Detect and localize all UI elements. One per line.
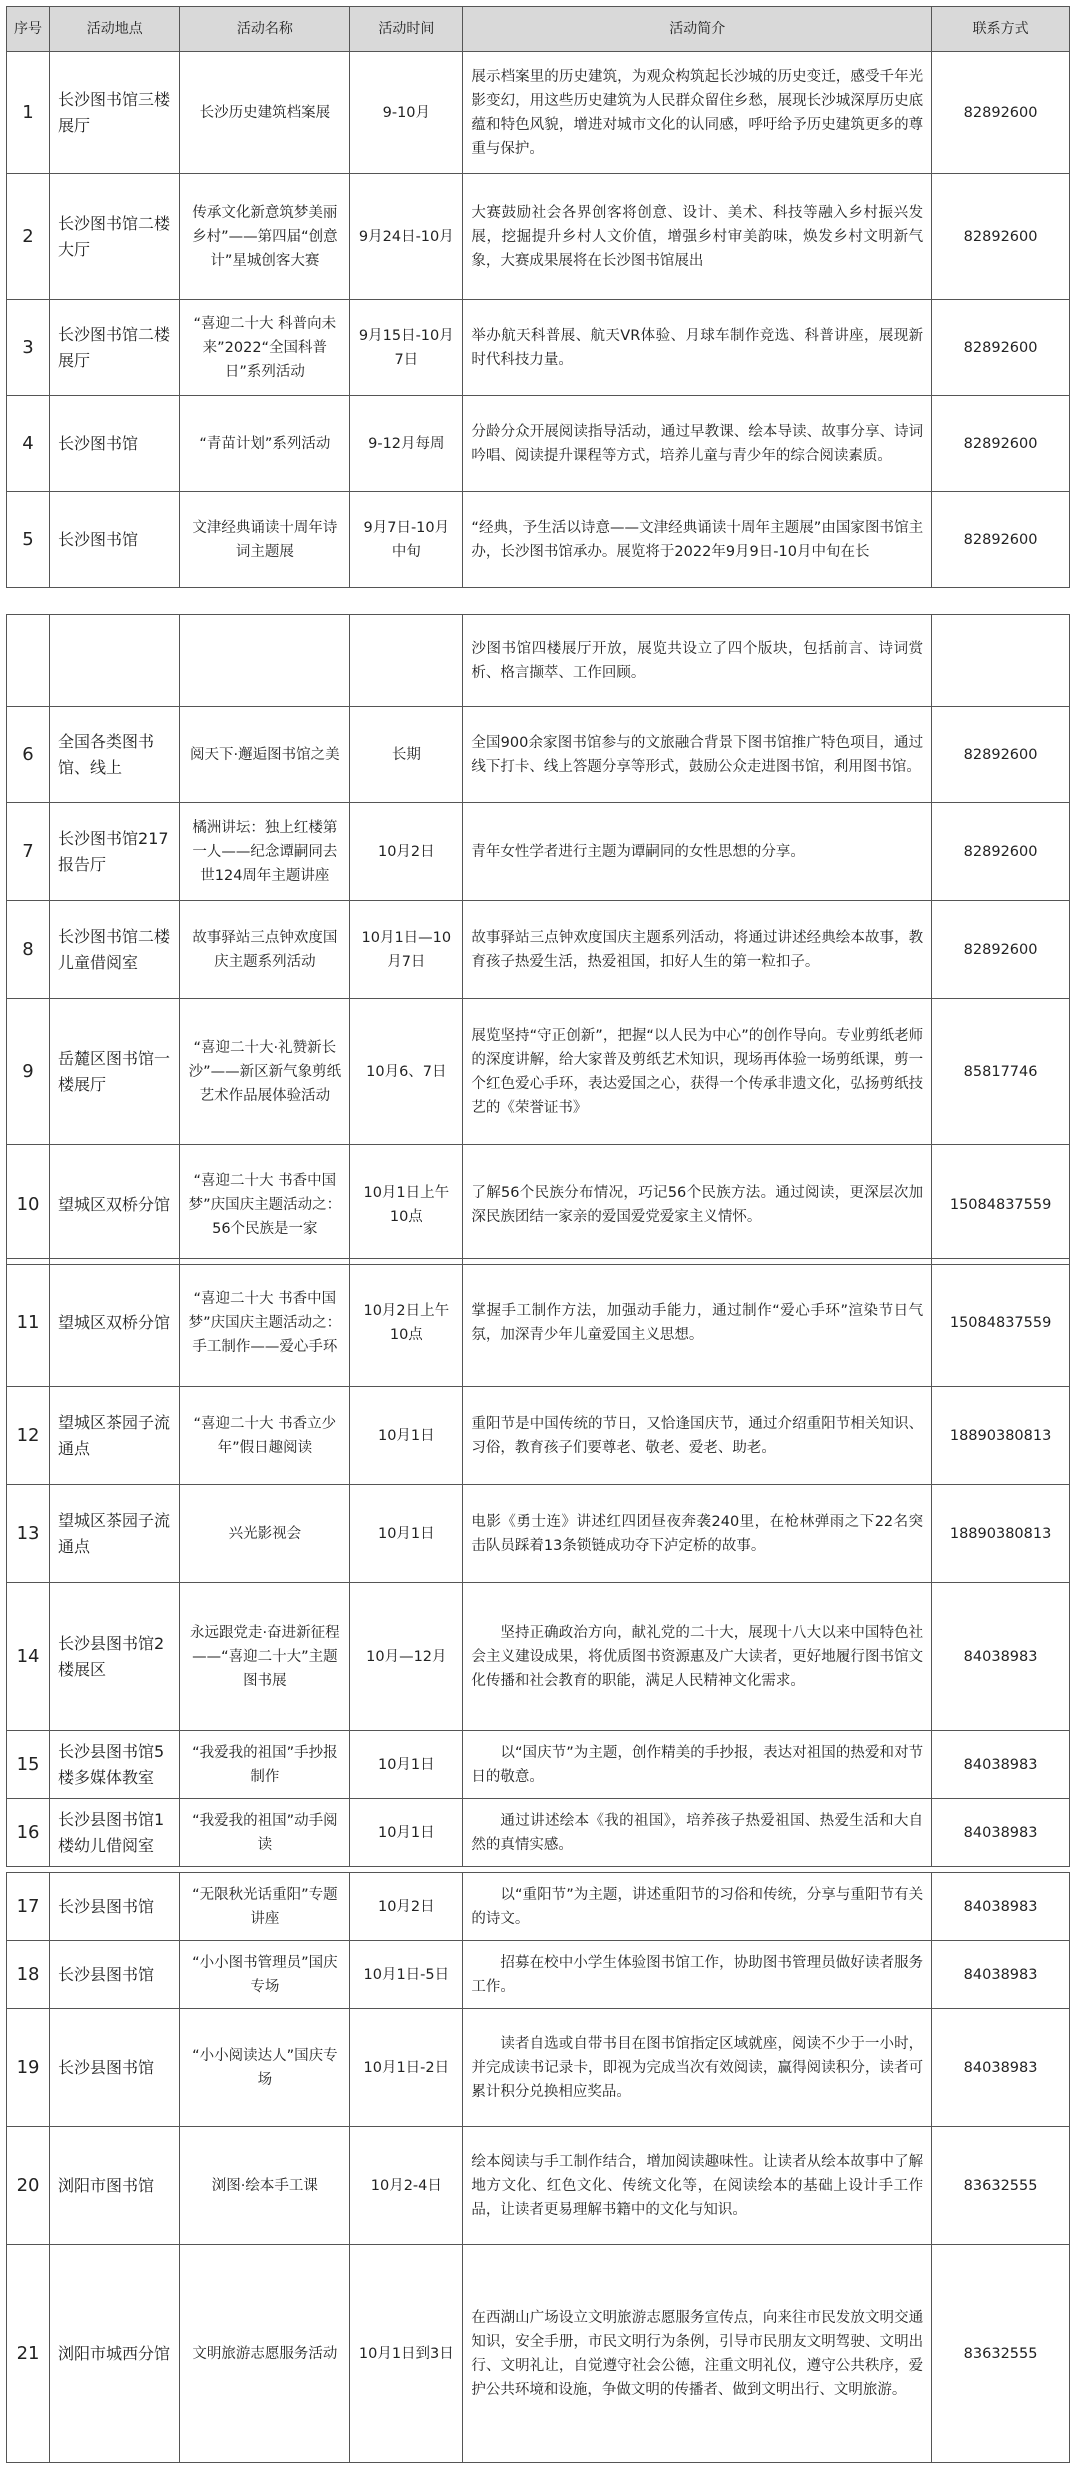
table-row: [7, 396, 1070, 492]
cell-location: 长沙县图书馆1楼幼儿借阅室: [50, 1799, 180, 1867]
table-row: [7, 1941, 1070, 2009]
cell-no: 19: [7, 2009, 50, 2127]
cell-name: 阅天下·邂逅图书馆之美: [180, 707, 350, 803]
cell-time: 10月1日—10月7日: [350, 901, 463, 999]
cell-contact: 84038983: [932, 1941, 1070, 2009]
cell-time: 10月1日: [350, 1485, 463, 1583]
cell-time: 10月1日: [350, 1387, 463, 1485]
table-row: [7, 707, 1070, 803]
cell-location: 长沙图书馆: [50, 396, 180, 492]
cell-name: “小小图书管理员”国庆专场: [180, 1941, 350, 2009]
cell-name: “我爱我的祖国”动手阅读: [180, 1799, 350, 1867]
cell-desc: 了解56个民族分布情况，巧记56个民族方法。通过阅读，更深层次加深民族团结一家亲的爱国爱党爱家主义情怀。: [463, 1145, 932, 1265]
cell-no: 1: [7, 52, 50, 174]
cell-contact: 18890380813: [932, 1387, 1070, 1485]
cell-name: 长沙历史建筑档案展: [180, 52, 350, 174]
cell-contact: 84038983: [932, 1583, 1070, 1731]
cell-desc: 掌握手工制作方法，加强动手能力，通过制作“爱心手环”渲染节日气氛，加深青少年儿童爱国主义思想。: [463, 1259, 932, 1387]
cell-contact: 82892600: [932, 52, 1070, 174]
cell-location: 长沙图书馆三楼展厅: [50, 52, 180, 174]
table-row: [7, 1485, 1070, 1583]
cell-time: 长期: [350, 707, 463, 803]
cell-contact: 82892600: [932, 803, 1070, 901]
cell-name: 橘洲讲坛：独上红楼第一人——纪念谭嗣同去世124周年主题讲座: [180, 803, 350, 901]
cell-contact: 82892600: [932, 174, 1070, 300]
cell-name: “喜迎二十大 书香立少年”假日趣阅读: [180, 1387, 350, 1485]
cell-name: 故事驿站三点钟欢度国庆主题系列活动: [180, 901, 350, 999]
cell-name: “喜迎二十大 书香中国梦”庆国庆主题活动之：56个民族是一家: [180, 1145, 350, 1265]
cell-time: 10月1日: [350, 1731, 463, 1799]
cell-time: 10月1日-5日: [350, 1941, 463, 2009]
cell-contact: 84038983: [932, 2009, 1070, 2127]
cell-location: 长沙县图书馆: [50, 2009, 180, 2127]
table-row: [7, 1799, 1070, 1867]
cell-name: “青苗计划”系列活动: [180, 396, 350, 492]
cell-contact: 18890380813: [932, 1485, 1070, 1583]
cell-no: 10: [7, 1145, 50, 1265]
activity-table-part-1: [6, 6, 1070, 588]
activity-table-part-3: [6, 1258, 1070, 1867]
table-row: [7, 492, 1070, 588]
cell-name: [180, 615, 350, 707]
cell-time: 10月2日: [350, 1873, 463, 1941]
cell-time: 10月2日: [350, 803, 463, 901]
cell-location: 浏阳市城西分馆: [50, 2245, 180, 2463]
cell-location: 长沙图书馆二楼大厅: [50, 174, 180, 300]
cell-no: 18: [7, 1941, 50, 2009]
cell-desc: “经典，予生活以诗意——文津经典诵读十周年主题展”由国家图书馆主办，长沙图书馆承办。展览将于2022年9月9日-10月中旬在长: [463, 492, 932, 588]
cell-desc: 沙图书馆四楼展厅开放，展览共设立了四个版块，包括前言、诗词赏析、格言撷萃、工作回顾。: [463, 615, 932, 707]
cell-name: “我爱我的祖国”手抄报制作: [180, 1731, 350, 1799]
cell-desc: 青年女性学者进行主题为谭嗣同的女性思想的分享。: [463, 803, 932, 901]
header-contact: 联系方式: [932, 7, 1070, 52]
cell-contact: 85817746: [932, 999, 1070, 1145]
table-header-row: [7, 7, 1070, 52]
cell-desc: 以“重阳节”为主题，讲述重阳节的习俗和传统，分享与重阳节有关的诗文。: [463, 1873, 932, 1941]
cell-name: 文津经典诵读十周年诗词主题展: [180, 492, 350, 588]
cell-name: 浏图·绘本手工课: [180, 2127, 350, 2245]
cell-location: 长沙县图书馆: [50, 1873, 180, 1941]
cell-desc: 读者自选或自带书目在图书馆指定区域就座，阅读不少于一小时，并完成读书记录卡，即视为完成当次有效阅读，赢得阅读积分，读者可累计积分兑换相应奖品。: [463, 2009, 932, 2127]
cell-contact: [932, 615, 1070, 707]
cell-no: 6: [7, 707, 50, 803]
cell-location: [50, 615, 180, 707]
cell-contact: 84038983: [932, 1799, 1070, 1867]
cell-time: 9-12月每周: [350, 396, 463, 492]
cell-desc: 故事驿站三点钟欢度国庆主题系列活动，将通过讲述经典绘本故事，教育孩子热爱生活，热爱祖国，扣好人生的第一粒扣子。: [463, 901, 932, 999]
cell-contact: 82892600: [932, 707, 1070, 803]
cell-no: 21: [7, 2245, 50, 2463]
cell-time: 9月15日-10月7日: [350, 300, 463, 396]
table-row: [7, 901, 1070, 999]
cell-time: 10月1日到3日: [350, 2245, 463, 2463]
cell-time: 9月24日-10月: [350, 174, 463, 300]
header-desc: 活动简介: [463, 7, 932, 52]
cell-name: “无限秋光话重阳”专题讲座: [180, 1873, 350, 1941]
cell-name: 传承文化新意筑梦美丽乡村”——第四届“创意计”星城创客大赛: [180, 174, 350, 300]
cell-no: 9: [7, 999, 50, 1145]
cell-location: 长沙县图书馆5楼多媒体教室: [50, 1731, 180, 1799]
table-row: [7, 803, 1070, 901]
cell-desc: 举办航天科普展、航天VR体验、月球车制作竞选、科普讲座，展现新时代科技力量。: [463, 300, 932, 396]
cell-time: 10月1日: [350, 1799, 463, 1867]
cell-no: 14: [7, 1583, 50, 1731]
table-row: [7, 1259, 1070, 1387]
cell-location: 望城区茶园子流通点: [50, 1387, 180, 1485]
cell-location: 长沙县图书馆: [50, 1941, 180, 2009]
cell-no: 13: [7, 1485, 50, 1583]
cell-desc: 电影《勇士连》讲述红四团昼夜奔袭240里，在枪林弹雨之下22名突击队员踩着13条锁链成功夺下泸定桥的故事。: [463, 1485, 932, 1583]
cell-location: 浏阳市图书馆: [50, 2127, 180, 2245]
cell-desc: 展览坚持“守正创新”，把握“以人民为中心”的创作导向。专业剪纸老师的深度讲解，给大家普及剪纸艺术知识，现场再体验一场剪纸课，剪一个红色爱心手环，表达爱国之心，获得一个传承非遗文化，弘扬剪纸技艺的《荣誉证书》: [463, 999, 932, 1145]
cell-time: 10月6、7日: [350, 999, 463, 1145]
table-row: [7, 1731, 1070, 1799]
table-row: [7, 2009, 1070, 2127]
header-location: 活动地点: [50, 7, 180, 52]
cell-time: 10月1日上午10点: [350, 1145, 463, 1265]
cell-no: 8: [7, 901, 50, 999]
cell-contact: 83632555: [932, 2127, 1070, 2245]
cell-location: 全国各类图书馆、线上: [50, 707, 180, 803]
cell-contact: 84038983: [932, 1873, 1070, 1941]
header-no: 序号: [7, 7, 50, 52]
cell-location: 长沙图书馆217报告厅: [50, 803, 180, 901]
cell-location: 望城区双桥分馆: [50, 1259, 180, 1387]
cell-no: 11: [7, 1259, 50, 1387]
cell-location: 长沙县图书馆2楼展区: [50, 1583, 180, 1731]
cell-desc: 绘本阅读与手工制作结合，增加阅读趣味性。让读者从绘本故事中了解地方文化、红色文化、传统文化等，在阅读绘本的基础上设计手工作品，让读者更易理解书籍中的文化与知识。: [463, 2127, 932, 2245]
cell-name: “小小阅读达人”国庆专场: [180, 2009, 350, 2127]
cell-desc: 坚持正确政治方向，献礼党的二十大，展现十八大以来中国特色社会主义建设成果，将优质图书资源惠及广大读者，更好地履行图书馆文化传播和社会教育的职能，满足人民精神文化需求。: [463, 1583, 932, 1731]
cell-contact: 82892600: [932, 300, 1070, 396]
cell-no: 4: [7, 396, 50, 492]
cell-name: “喜迎二十大·礼赞新长沙”——新区新气象剪纸艺术作品展体验活动: [180, 999, 350, 1145]
cell-contact: 82892600: [932, 901, 1070, 999]
cell-location: 岳麓区图书馆一楼展厅: [50, 999, 180, 1145]
cell-time: 9-10月: [350, 52, 463, 174]
cell-time: 10月1日-2日: [350, 2009, 463, 2127]
cell-desc: 重阳节是中国传统的节日，又恰逢国庆节，通过介绍重阳节相关知识、习俗，教育孩子们要尊老、敬老、爱老、助老。: [463, 1387, 932, 1485]
table-row: [7, 52, 1070, 174]
cell-no: 15: [7, 1731, 50, 1799]
cell-desc: 分龄分众开展阅读指导活动，通过早教课、绘本导读、故事分享、诗词吟唱、阅读提升课程等方式，培养儿童与青少年的综合阅读素质。: [463, 396, 932, 492]
table-row: [7, 615, 1070, 707]
cell-desc: 全国900余家图书馆参与的文旅融合背景下图书馆推广特色项目，通过线下打卡、线上答题分享等形式，鼓励公众走进图书馆，利用图书馆。: [463, 707, 932, 803]
cell-location: 长沙图书馆二楼展厅: [50, 300, 180, 396]
header-name: 活动名称: [180, 7, 350, 52]
cell-no: 16: [7, 1799, 50, 1867]
cell-contact: 15084837559: [932, 1145, 1070, 1265]
cell-no: 17: [7, 1873, 50, 1941]
cell-desc: 展示档案里的历史建筑，为观众构筑起长沙城的历史变迁，感受千年光影变幻，用这些历史建筑为人民群众留住乡愁，展现长沙城深厚历史底蕴和特色风貌，增进对城市文化的认同感，呼吁给予历史建筑更多的尊重与保护。: [463, 52, 932, 174]
table-row: [7, 300, 1070, 396]
table-row: [7, 1873, 1070, 1941]
cell-contact: 82892600: [932, 396, 1070, 492]
cell-no: [7, 615, 50, 707]
cell-desc: 在西湖山广场设立文明旅游志愿服务宣传点，向来往市民发放文明交通知识，安全手册，市民文明行为条例，引导市民朋友文明驾驶、文明出行、文明礼让，自觉遵守社会公德，注重文明礼仪，遵守公共秩序，爱护公共环境和设施，争做文明的传播者、做到文明出行、文明旅游。: [463, 2245, 932, 2463]
cell-name: 兴光影视会: [180, 1485, 350, 1583]
cell-time: 10月2-4日: [350, 2127, 463, 2245]
cell-time: [350, 615, 463, 707]
cell-location: 长沙图书馆二楼儿童借阅室: [50, 901, 180, 999]
cell-no: 12: [7, 1387, 50, 1485]
cell-desc: 大赛鼓励社会各界创客将创意、设计、美术、科技等融入乡村振兴发展，挖掘提升乡村人文价值，增强乡村审美韵味，焕发乡村文明新气象，大赛成果展将在长沙图书馆展出: [463, 174, 932, 300]
activity-table-part-4: [6, 1872, 1070, 2463]
table-row: [7, 1387, 1070, 1485]
cell-name: 文明旅游志愿服务活动: [180, 2245, 350, 2463]
cell-no: 20: [7, 2127, 50, 2245]
cell-no: 5: [7, 492, 50, 588]
table-row: [7, 2127, 1070, 2245]
cell-contact: 15084837559: [932, 1259, 1070, 1387]
table-row: [7, 999, 1070, 1145]
cell-contact: 82892600: [932, 492, 1070, 588]
cell-no: 3: [7, 300, 50, 396]
header-time: 活动时间: [350, 7, 463, 52]
cell-name: “喜迎二十大 科普向未来”2022“全国科普日”系列活动: [180, 300, 350, 396]
cell-contact: 84038983: [932, 1731, 1070, 1799]
cell-desc: 以“国庆节”为主题，创作精美的手抄报，表达对祖国的热爱和对节日的敬意。: [463, 1731, 932, 1799]
cell-no: 7: [7, 803, 50, 901]
cell-contact: 83632555: [932, 2245, 1070, 2463]
cell-desc: 通过讲述绘本《我的祖国》，培养孩子热爱祖国、热爱生活和大自然的真情实感。: [463, 1799, 932, 1867]
cell-name: “喜迎二十大 书香中国梦”庆国庆主题活动之：手工制作——爱心手环: [180, 1259, 350, 1387]
cell-location: 长沙图书馆: [50, 492, 180, 588]
cell-name: 永远跟党走·奋进新征程——“喜迎二十大”主题图书展: [180, 1583, 350, 1731]
table-row: [7, 174, 1070, 300]
cell-time: 10月2日上午10点: [350, 1259, 463, 1387]
activity-table-part-2: [6, 614, 1070, 1265]
cell-location: 望城区茶园子流通点: [50, 1485, 180, 1583]
cell-time: 9月7日-10月中旬: [350, 492, 463, 588]
cell-no: 2: [7, 174, 50, 300]
table-row: [7, 1145, 1070, 1265]
table-row: [7, 1583, 1070, 1731]
table-row: [7, 2245, 1070, 2463]
cell-desc: 招募在校中小学生体验图书馆工作，协助图书管理员做好读者服务工作。: [463, 1941, 932, 2009]
cell-location: 望城区双桥分馆: [50, 1145, 180, 1265]
cell-time: 10月—12月: [350, 1583, 463, 1731]
